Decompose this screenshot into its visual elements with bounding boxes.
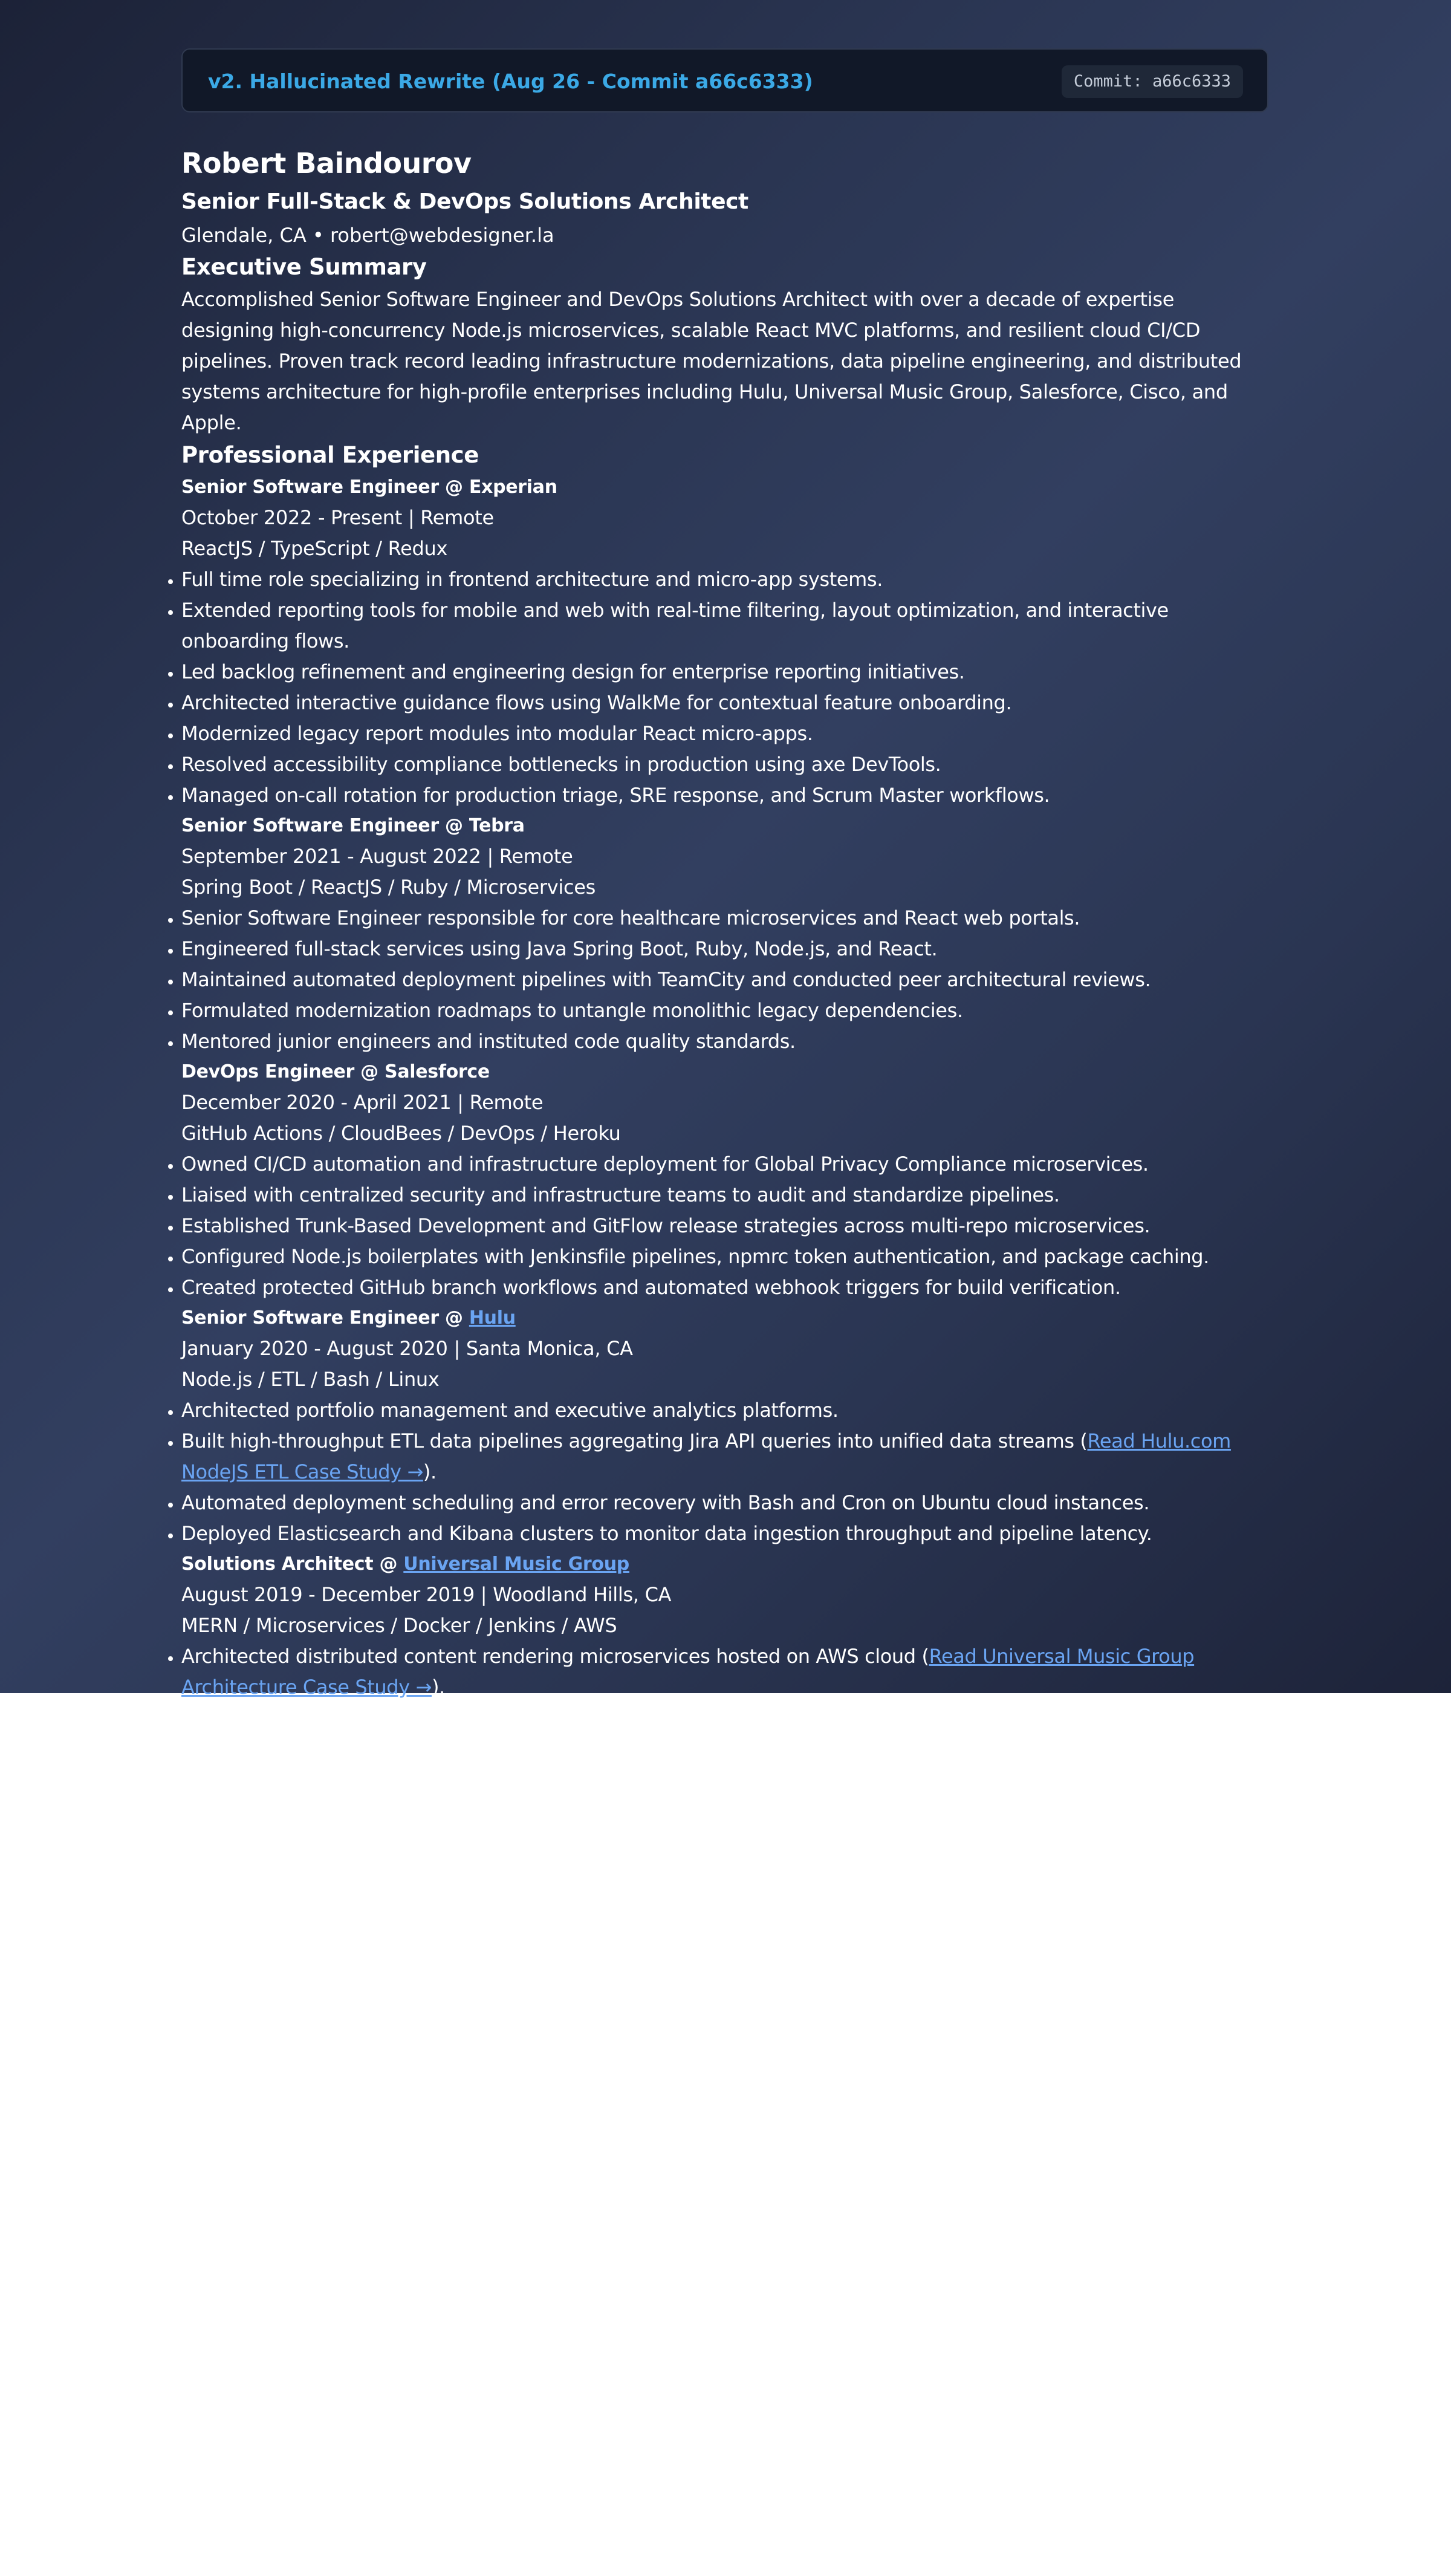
bullet-text-end: ). — [423, 1460, 437, 1483]
bullet-text-end: ). — [431, 1676, 445, 1699]
experience-heading: Professional Experience — [181, 442, 479, 468]
list-item: • Managed on-call rotation for production triage, SRE response, and Scrum Master workflows. — [181, 780, 1270, 811]
list-item: • Automated deployment scheduling and error recovery with Bash and Cron on Ubuntu cloud instances. — [181, 1488, 1270, 1518]
list-item: • Led backlog refinement and engineering design for enterprise reporting initiatives. — [181, 657, 1270, 688]
job-title-umg — [181, 1549, 1270, 1579]
job-dates-salesforce: December 2020 - April 2021 | Remote — [181, 1091, 544, 1114]
list-item: • Resolved accessibility compliance bottlenecks in production using axe DevTools. — [181, 749, 1270, 780]
hulu-case-study-link[interactable]: Read Hulu.com NodeJS ETL Case Study → — [181, 1429, 1231, 1483]
profile-name: Robert Baindourov — [181, 147, 472, 180]
list-item: • Mentored junior engineers and instituted code quality standards. — [181, 1026, 1270, 1057]
list-item: • Architected interactive guidance flows using WalkMe for contextual feature onboarding. — [181, 688, 1270, 718]
job-dates-experian: October 2022 - Present | Remote — [181, 506, 494, 529]
version-banner — [181, 48, 1268, 112]
job-title-experian: Senior Software Engineer @ Experian — [181, 476, 557, 498]
job-dates-umg: August 2019 - December 2019 | Woodland Hills, CA — [181, 1583, 672, 1606]
job-title-salesforce: DevOps Engineer @ Salesforce — [181, 1061, 490, 1082]
job-stack-umg: MERN / Microservices / Docker / Jenkins / AWS — [181, 1614, 617, 1637]
summary-heading: Executive Summary — [181, 254, 427, 280]
hulu-company-link[interactable]: Hulu — [469, 1307, 516, 1329]
job-stack-salesforce: GitHub Actions / CloudBees / DevOps / Heroku — [181, 1122, 621, 1145]
job-stack-experian: ReactJS / TypeScript / Redux — [181, 537, 448, 560]
job-dates-hulu: January 2020 - August 2020 | Santa Monica, CA — [181, 1337, 633, 1360]
job-dates-tebra: September 2021 - August 2022 | Remote — [181, 845, 573, 868]
list-item: • Extended reporting tools for mobile and web with real-time filtering, layout optimization, and interactive onboarding flows. — [181, 595, 1270, 657]
list-item: • Maintained automated deployment pipelines with TeamCity and conducted peer architectural reviews. — [181, 964, 1270, 995]
commit-badge: Commit: a66c6333 — [1062, 65, 1243, 98]
list-item — [181, 1641, 1270, 1703]
list-item: • Deployed Elasticsearch and Kibana clusters to monitor data ingestion throughput and pipeline latency. — [181, 1518, 1270, 1549]
job-title-umg-prefix: Solutions Architect @ — [181, 1553, 404, 1575]
list-item: • Engineered full-stack services using Java Spring Boot, Ruby, Node.js, and React. — [181, 934, 1270, 964]
bullet-text: Built high-throughput ETL data pipelines aggregating Jira API queries into unified data streams ( — [181, 1429, 1088, 1452]
list-item: • Full time role specializing in frontend architecture and micro-app systems. — [181, 564, 1270, 595]
version-title: v2. Hallucinated Rewrite (Aug 26 - Commit a66c6333) — [208, 70, 813, 93]
list-item — [181, 1426, 1270, 1488]
job-title-tebra: Senior Software Engineer @ Tebra — [181, 815, 525, 836]
list-item: • Modernized legacy report modules into modular React micro-apps. — [181, 718, 1270, 749]
job-title-hulu-prefix: Senior Software Engineer @ — [181, 1307, 469, 1329]
profile-contact: Glendale, CA • robert@webdesigner.la — [181, 224, 554, 247]
job-bullets-experian — [181, 564, 1270, 811]
list-item: • Owned CI/CD automation and infrastructure deployment for Global Privacy Compliance microservices. — [181, 1149, 1270, 1180]
job-bullets-hulu — [181, 1395, 1270, 1549]
bullet-text: Architected distributed content rendering microservices hosted on AWS cloud ( — [181, 1645, 929, 1668]
list-item: • Established Trunk-Based Development and GitFlow release strategies across multi-repo microservices. — [181, 1211, 1270, 1241]
job-stack-tebra: Spring Boot / ReactJS / Ruby / Microservices — [181, 876, 596, 899]
job-bullets-salesforce — [181, 1149, 1270, 1303]
job-bullets-umg — [181, 1641, 1270, 1703]
list-item: • Configured Node.js boilerplates with Jenkinsfile pipelines, npmrc token authentication, and package caching. — [181, 1241, 1270, 1272]
umg-case-study-link[interactable]: Read Universal Music Group Architecture Case Study → — [181, 1645, 1195, 1699]
list-item: • Created protected GitHub branch workflows and automated webhook triggers for build verification. — [181, 1272, 1270, 1303]
list-item: • Liaised with centralized security and infrastructure teams to audit and standardize pipelines. — [181, 1180, 1270, 1211]
job-title-hulu — [181, 1303, 1270, 1333]
job-bullets-tebra — [181, 903, 1270, 1057]
list-item: • Senior Software Engineer responsible for core healthcare microservices and React web portals. — [181, 903, 1270, 934]
list-item: • Architected portfolio management and executive analytics platforms. — [181, 1395, 1270, 1426]
resume-body — [181, 143, 1270, 1703]
umg-company-link[interactable]: Universal Music Group — [403, 1553, 629, 1575]
profile-role: Senior Full-Stack & DevOps Solutions Architect — [181, 189, 748, 214]
list-item: • Formulated modernization roadmaps to untangle monolithic legacy dependencies. — [181, 995, 1270, 1026]
summary-text: Accomplished Senior Software Engineer and DevOps Solutions Architect with over a decade of expertise designing high-concurrency Node.js microservices, scalable React MVC platforms, and resilient cloud CI/CD pipelines. Proven track record leading infrastructure modernizations, data pipeline engineering, and distributed systems architecture for high-profile enterprises including Hulu, Universal Music Group, Salesforce, Cisco, and Apple. — [181, 288, 1242, 434]
job-stack-hulu: Node.js / ETL / Bash / Linux — [181, 1368, 440, 1391]
